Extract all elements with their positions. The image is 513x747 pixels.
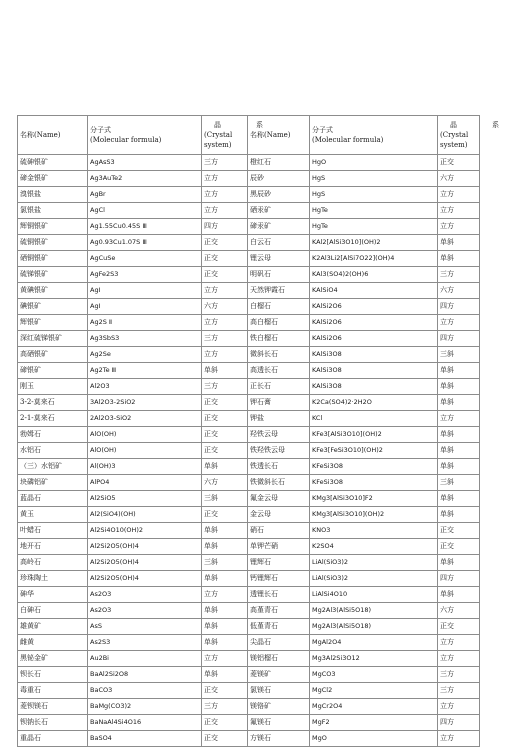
name-cell: 高岭石: [18, 555, 88, 571]
name-cell: 正长石: [248, 379, 310, 395]
formula-cell: Au2Bi: [88, 651, 202, 667]
name-cell: 氟金云母: [248, 491, 310, 507]
name-cell: 高堇青石: [248, 603, 310, 619]
table-row: [18, 523, 480, 539]
name-cell: 尖晶石: [248, 635, 310, 651]
formula-cell: KAlSi2O6: [310, 331, 438, 347]
name-cell: 钾石膏: [248, 395, 310, 411]
formula-cell: BaCO3: [88, 683, 202, 699]
header-crystal-system: 晶 系 (Crystal system): [202, 116, 248, 155]
formula-cell: As2O3: [88, 587, 202, 603]
crystal-system-cell: 正交: [202, 267, 248, 283]
name-cell: 珍珠陶土: [18, 571, 88, 587]
crystal-system-cell: 单斜: [438, 443, 480, 459]
crystal-system-cell: 正交: [438, 619, 480, 635]
table-row: [18, 667, 480, 683]
header-name: 名称(Name): [18, 116, 88, 155]
header-name-2: 名称(Name): [248, 116, 310, 155]
crystal-system-cell: 单斜: [202, 635, 248, 651]
formula-cell: AgCuSe: [88, 251, 202, 267]
name-cell: 辰砂: [248, 171, 310, 187]
name-cell: 铁微斜长石: [248, 475, 310, 491]
crystal-system-cell: 单斜: [438, 251, 480, 267]
name-cell: 深红硫锑银矿: [18, 331, 88, 347]
table-row: [18, 635, 480, 651]
crystal-system-cell: 正交: [202, 443, 248, 459]
name-cell: 铁白榴石: [248, 331, 310, 347]
formula-cell: Ag2S Ⅱ: [88, 315, 202, 331]
name-cell: 菱钡镁石: [18, 699, 88, 715]
crystal-system-cell: 立方: [202, 347, 248, 363]
name-cell: 蓝晶石: [18, 491, 88, 507]
name-cell: 橙红石: [248, 155, 310, 171]
name-cell: 白砷石: [18, 603, 88, 619]
crystal-system-cell: 正交: [202, 715, 248, 731]
crystal-system-cell: 立方: [438, 651, 480, 667]
crystal-system-cell: 立方: [438, 187, 480, 203]
name-cell: 菱镁矿: [248, 667, 310, 683]
table-row: [18, 619, 480, 635]
name-cell: 锂云母: [248, 251, 310, 267]
table-row: [18, 459, 480, 475]
formula-cell: HgTe: [310, 219, 438, 235]
crystal-system-cell: 立方: [202, 651, 248, 667]
formula-cell: As2S3: [88, 635, 202, 651]
table-row: [18, 491, 480, 507]
formula-cell: HgS: [310, 171, 438, 187]
formula-cell: AgFe2S3: [88, 267, 202, 283]
name-cell: 钡长石: [18, 667, 88, 683]
crystal-system-cell: 正交: [202, 731, 248, 747]
formula-cell: Al2Si4O10(OH)2: [88, 523, 202, 539]
formula-cell: KCl: [310, 411, 438, 427]
crystal-system-cell: 单斜: [438, 587, 480, 603]
table-row: [18, 187, 480, 203]
crystal-system-cell: 四方: [438, 571, 480, 587]
crystal-system-cell: 立方: [438, 203, 480, 219]
formula-cell: KFe3[FeSi3O10](OH)2: [310, 443, 438, 459]
formula-cell: 3Al2O3-2SiO2: [88, 395, 202, 411]
formula-cell: AgI: [88, 283, 202, 299]
crystal-system-cell: 单斜: [202, 571, 248, 587]
crystal-system-cell: 六方: [438, 283, 480, 299]
crystal-system-cell: 单斜: [438, 491, 480, 507]
name-cell: 铁透长石: [248, 459, 310, 475]
formula-cell: K2Al3Li2[AlSi7O22](OH)4: [310, 251, 438, 267]
name-cell: 地开石: [18, 539, 88, 555]
crystal-system-cell: 六方: [202, 299, 248, 315]
formula-cell: AsS: [88, 619, 202, 635]
formula-cell: MgCO3: [310, 667, 438, 683]
table-row: [18, 347, 480, 363]
name-cell: 明矾石: [248, 267, 310, 283]
formula-cell: Al2O3: [88, 379, 202, 395]
name-cell: 硫锑银矿: [18, 267, 88, 283]
formula-cell: MgCl2: [310, 683, 438, 699]
table-body: [18, 155, 480, 747]
crystal-system-cell: 四方: [202, 219, 248, 235]
crystal-system-cell: 三斜: [438, 347, 480, 363]
name-cell: 雄黄矿: [18, 619, 88, 635]
name-cell: 钾盐: [248, 411, 310, 427]
formula-cell: HgS: [310, 187, 438, 203]
name-cell: 2-1-莫来石: [18, 411, 88, 427]
crystal-system-cell: 立方: [202, 587, 248, 603]
formula-cell: KAlSi3O8: [310, 347, 438, 363]
name-cell: 硒铜银矿: [18, 251, 88, 267]
formula-cell: KAl3(SO4)2(OH)6: [310, 267, 438, 283]
formula-cell: HgO: [310, 155, 438, 171]
name-cell: 镁铬矿: [248, 699, 310, 715]
crystal-system-cell: 三方: [202, 699, 248, 715]
crystal-system-cell: 三方: [438, 683, 480, 699]
crystal-system-cell: 单斜: [202, 363, 248, 379]
formula-cell: Ag2Se: [88, 347, 202, 363]
formula-cell: K2Ca(SO4)2·2H2O: [310, 395, 438, 411]
header-formula-2: 分子式 (Molecular formula): [310, 116, 438, 155]
name-cell: 高硒银矿: [18, 347, 88, 363]
formula-cell: LiAl(SiO3)2: [310, 571, 438, 587]
table-row: [18, 155, 480, 171]
name-cell: 勃姆石: [18, 427, 88, 443]
formula-cell: Ag0.93Cu1.07S Ⅲ: [88, 235, 202, 251]
crystal-system-cell: 四方: [438, 299, 480, 315]
crystal-system-cell: 四方: [438, 715, 480, 731]
crystal-system-cell: 三斜: [438, 475, 480, 491]
name-cell: 3-2-莫来石: [18, 395, 88, 411]
name-cell: 黑铋金矿: [18, 651, 88, 667]
formula-cell: Al2SiO5: [88, 491, 202, 507]
formula-cell: Ag3SbS3: [88, 331, 202, 347]
name-cell: 刚玉: [18, 379, 88, 395]
crystal-system-cell: 三方: [202, 379, 248, 395]
crystal-system-cell: 立方: [202, 187, 248, 203]
crystal-system-cell: 单斜: [202, 539, 248, 555]
crystal-system-cell: 正交: [202, 427, 248, 443]
table-row: [18, 267, 480, 283]
table-row: [18, 555, 480, 571]
table-row: [18, 539, 480, 555]
formula-cell: Ag1.55Cu0.45S Ⅲ: [88, 219, 202, 235]
formula-cell: Al2Si2O5(OH)4: [88, 571, 202, 587]
crystal-system-cell: 立方: [202, 203, 248, 219]
name-cell: 碲金银矿: [18, 171, 88, 187]
formula-cell: 2Al2O3-SiO2: [88, 411, 202, 427]
table-row: [18, 683, 480, 699]
formula-cell: AgAsS3: [88, 155, 202, 171]
crystal-system-cell: 三方: [438, 667, 480, 683]
formula-cell: KAl2[AlSi3O10](OH)2: [310, 235, 438, 251]
table-row: [18, 331, 480, 347]
crystal-system-cell: 单斜: [202, 523, 248, 539]
table-row: [18, 603, 480, 619]
name-cell: 高白榴石: [248, 315, 310, 331]
crystal-system-cell: 六方: [438, 171, 480, 187]
name-cell: 微斜长石: [248, 347, 310, 363]
crystal-system-cell: 正交: [438, 539, 480, 555]
crystal-system-cell: 单斜: [202, 459, 248, 475]
name-cell: 毒重石: [18, 683, 88, 699]
name-cell: 雌黄: [18, 635, 88, 651]
name-cell: 辉铜银矿: [18, 219, 88, 235]
crystal-system-cell: 单斜: [438, 363, 480, 379]
crystal-system-cell: 单斜: [438, 507, 480, 523]
formula-cell: KFeSi3O8: [310, 475, 438, 491]
name-cell: 氯银盐: [18, 203, 88, 219]
mineral-table: [17, 115, 513, 747]
crystal-system-cell: 正交: [202, 251, 248, 267]
table-row: [18, 571, 480, 587]
formula-cell: Al2Si2O5(OH)4: [88, 555, 202, 571]
crystal-system-cell: 正交: [202, 395, 248, 411]
crystal-system-cell: 正交: [202, 411, 248, 427]
table-row: [18, 427, 480, 443]
table-row: [18, 475, 480, 491]
formula-cell: KFeSi3O8: [310, 459, 438, 475]
table-row: [18, 315, 480, 331]
name-cell: 碘银矿: [18, 299, 88, 315]
formula-cell: AlO(OH): [88, 443, 202, 459]
formula-cell: KAlSiO4: [310, 283, 438, 299]
crystal-system-cell: 四方: [438, 331, 480, 347]
formula-cell: AgBr: [88, 187, 202, 203]
table-row: [18, 699, 480, 715]
formula-cell: HgTe: [310, 203, 438, 219]
formula-cell: LiAlSi4O10: [310, 587, 438, 603]
name-cell: 铁羟铁云母: [248, 443, 310, 459]
crystal-system-cell: 立方: [202, 315, 248, 331]
crystal-system-cell: 立方: [438, 699, 480, 715]
formula-cell: BaMg(CO3)2: [88, 699, 202, 715]
table-row: [18, 171, 480, 187]
crystal-system-cell: 三方: [438, 267, 480, 283]
crystal-system-cell: 单斜: [438, 427, 480, 443]
formula-cell: BaNaAl4Si4O16: [88, 715, 202, 731]
formula-cell: KAlSi3O8: [310, 363, 438, 379]
formula-cell: MgF2: [310, 715, 438, 731]
crystal-system-cell: 单斜: [202, 603, 248, 619]
formula-cell: KAlSi3O8: [310, 379, 438, 395]
formula-cell: KAlSi2O6: [310, 299, 438, 315]
crystal-system-cell: 单斜: [438, 555, 480, 571]
name-cell: 透锂长石: [248, 587, 310, 603]
crystal-system-cell: 正交: [202, 507, 248, 523]
crystal-system-cell: 正交: [202, 235, 248, 251]
table-row: [18, 219, 480, 235]
formula-cell: AlO(OH): [88, 427, 202, 443]
name-cell: 白榴石: [248, 299, 310, 315]
name-cell: 辉银矿: [18, 315, 88, 331]
crystal-system-cell: 立方: [438, 219, 480, 235]
table-row: [18, 411, 480, 427]
name-cell: 低堇青石: [248, 619, 310, 635]
name-cell: 水铝石: [18, 443, 88, 459]
crystal-system-cell: 单斜: [438, 395, 480, 411]
crystal-system-cell: 正交: [202, 683, 248, 699]
name-cell: 镁铝榴石: [248, 651, 310, 667]
crystal-system-cell: 三方: [202, 331, 248, 347]
name-cell: 氟镁石: [248, 715, 310, 731]
formula-cell: MgCr2O4: [310, 699, 438, 715]
formula-cell: LiAl(SiO3)2: [310, 555, 438, 571]
crystal-system-cell: 立方: [202, 283, 248, 299]
crystal-system-cell: 三斜: [202, 491, 248, 507]
formula-cell: Mg2Al3(AlSi5O18): [310, 619, 438, 635]
name-cell: 高透长石: [248, 363, 310, 379]
crystal-system-cell: 三斜: [202, 555, 248, 571]
table-row: [18, 395, 480, 411]
name-cell: 块磷铝矿: [18, 475, 88, 491]
table-row: [18, 443, 480, 459]
table-row: [18, 283, 480, 299]
table-row: [18, 299, 480, 315]
crystal-system-cell: 正交: [438, 155, 480, 171]
name-cell: 天然钾霞石: [248, 283, 310, 299]
table-row: [18, 235, 480, 251]
crystal-system-cell: 单斜: [438, 459, 480, 475]
crystal-system-cell: 正交: [438, 523, 480, 539]
name-cell: 硫铜银矿: [18, 235, 88, 251]
header-formula: 分子式 (Molecular formula): [88, 116, 202, 155]
crystal-system-cell: 立方: [202, 171, 248, 187]
name-cell: 方镁石: [248, 731, 310, 747]
table-row: [18, 715, 480, 731]
formula-cell: As2O3: [88, 603, 202, 619]
formula-cell: Ag2Te Ⅲ: [88, 363, 202, 379]
name-cell: 钙锂辉石: [248, 571, 310, 587]
name-cell: 羟铁云母: [248, 427, 310, 443]
name-cell: 黑辰砂: [248, 187, 310, 203]
formula-cell: KNO3: [310, 523, 438, 539]
table-row: [18, 251, 480, 267]
formula-cell: BaSO4: [88, 731, 202, 747]
formula-cell: Mg3Al2Si3O12: [310, 651, 438, 667]
crystal-system-cell: 单斜: [202, 667, 248, 683]
name-cell: （三）水铝矿: [18, 459, 88, 475]
table-row: [18, 731, 480, 747]
name-cell: 单钾芒硝: [248, 539, 310, 555]
table-row: [18, 379, 480, 395]
table-row: [18, 587, 480, 603]
crystal-system-cell: 三方: [202, 155, 248, 171]
name-cell: 锂辉石: [248, 555, 310, 571]
name-cell: 硝石: [248, 523, 310, 539]
name-cell: 黄玉: [18, 507, 88, 523]
crystal-system-cell: 单斜: [202, 619, 248, 635]
crystal-system-cell: 立方: [438, 315, 480, 331]
formula-cell: AgCl: [88, 203, 202, 219]
crystal-system-cell: 立方: [438, 635, 480, 651]
crystal-system-cell: 六方: [438, 603, 480, 619]
name-cell: 硫砷银矿: [18, 155, 88, 171]
crystal-system-cell: 立方: [438, 731, 480, 747]
name-cell: 白云石: [248, 235, 310, 251]
name-cell: 氯镁石: [248, 683, 310, 699]
mineral-table-container: [17, 115, 513, 747]
name-cell: 砷华: [18, 587, 88, 603]
formula-cell: Al2Si2O5(OH)4: [88, 539, 202, 555]
crystal-system-cell: 六方: [202, 475, 248, 491]
name-cell: 金云母: [248, 507, 310, 523]
formula-cell: Ag3AuTe2: [88, 171, 202, 187]
formula-cell: MgO: [310, 731, 438, 747]
table-row: [18, 203, 480, 219]
crystal-system-cell: 立方: [438, 411, 480, 427]
name-cell: 碲汞矿: [248, 219, 310, 235]
header-crystal-system-2: 晶 系 (Crystal system): [438, 116, 480, 155]
formula-cell: KFe3[AlSi3O10](OH)2: [310, 427, 438, 443]
name-cell: 溴银盐: [18, 187, 88, 203]
formula-cell: Mg2Al3(AlSi5O18): [310, 603, 438, 619]
table-header-row: [18, 116, 480, 155]
table-row: [18, 651, 480, 667]
formula-cell: BaAl2Si2O8: [88, 667, 202, 683]
formula-cell: KMg3[AlSi3O10](OH)2: [310, 507, 438, 523]
name-cell: 黄碘银矿: [18, 283, 88, 299]
formula-cell: AgI: [88, 299, 202, 315]
name-cell: 碲银矿: [18, 363, 88, 379]
crystal-system-cell: 单斜: [438, 379, 480, 395]
crystal-system-cell: 单斜: [438, 235, 480, 251]
name-cell: 重晶石: [18, 731, 88, 747]
formula-cell: Al(OH)3: [88, 459, 202, 475]
table-row: [18, 363, 480, 379]
name-cell: 叶蜡石: [18, 523, 88, 539]
formula-cell: Al2(SiO4)(OH): [88, 507, 202, 523]
formula-cell: KAlSi2O6: [310, 315, 438, 331]
table-row: [18, 507, 480, 523]
formula-cell: AlPO4: [88, 475, 202, 491]
formula-cell: MgAl2O4: [310, 635, 438, 651]
formula-cell: KMg3[AlSi3O10]F2: [310, 491, 438, 507]
name-cell: 硒汞矿: [248, 203, 310, 219]
formula-cell: K2SO4: [310, 539, 438, 555]
name-cell: 钡钠长石: [18, 715, 88, 731]
